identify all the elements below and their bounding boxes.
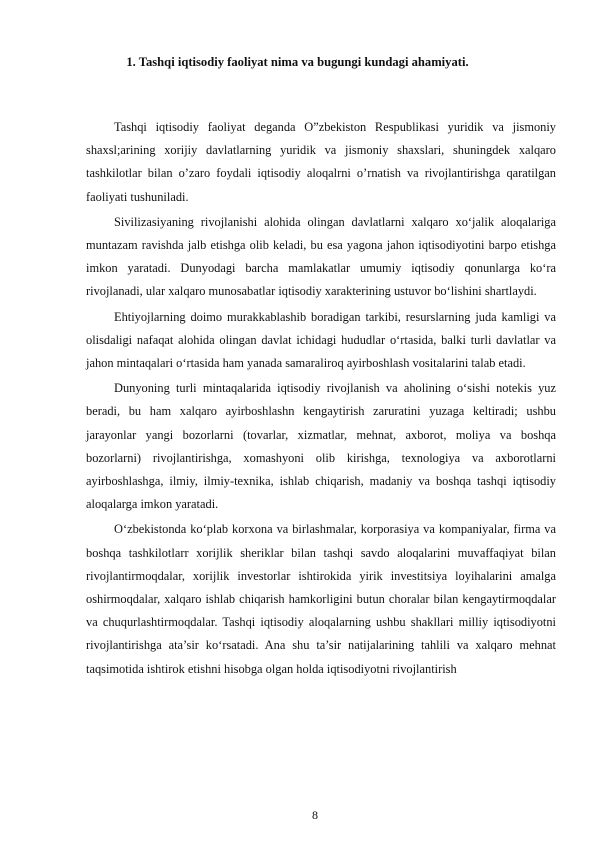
page-number: 8 — [312, 808, 318, 822]
paragraph: Ehtiyojlarning doimo murakkablashib boradigan tarkibi, resurslarning juda kamligi va olisdaligi nafaqat alohida olingan davlat ichidagi hududlar o‘rtasida, balki turli davlatlar va jahon mintaqalari o‘rtasida ham yanada samaraliroq ayirboshlash vositalarini talab etadi. — [86, 309, 556, 371]
paragraph: Dunyoning turli mintaqalarida iqtisodiy rivojlanish va aholining o‘sishi notekis yuz beradi, bu ham xalqaro ayirboshlashn kengaytirish zaruratini yuzaga keltiradi; ushbu jarayonlar yangi bozorlarni (tovarlar, xizmatlar, mehnat, axborot, moliya va boshqa bozorlarni) rivojlantirishga, xomashyoni olib kirishga, texnologiya va axborotlarni ayirboshlashga, ilmiy, ilmiy-texnika, ishlab chiqarish, madaniy va boshqa tashqi iqtisodiy aloqalarga imkon yaratadi. — [86, 381, 556, 512]
paragraph: Sivilizasiyaning rivojlanishi alohida olingan davlatlarni xalqaro xo‘jalik aloqalariga muntazam ravishda jalb etishga olib keladi, bu esa yagona jahon iqtisodiyotini barpo etishga imkon yaratadi. Dunyodagi barcha mamlakatlar umumiy iqtisodiy qonunlarga ko‘ra rivojlanadi, ular xalqaro munosabatlar iqtisodiy xarakterining ustuvor bo‘lishini shartlaydi. — [86, 214, 556, 299]
section-title: 1. Tashqi iqtisodiy faoliyat nima va bugungi kundagi ahamiyati. — [126, 55, 469, 69]
paragraph: O‘zbekistonda ko‘plab korxona va birlashmalar, korporasiya va kompaniyalar, firma va boshqa tashkilotlarr xorijlik sheriklar bilan tashqi savdo aloqalarini muvaffaqiyat bilan rivojlantirmoqdalar, xorijlik investorlar ishtirokida yirik investitsiya loyihalarini amalga oshirmoqdalar, xalqaro ishlab chiqarish hamkorligini butun choralar bilan kengaytirmoqdalar va chuqurlashtirmoqdalar. Tashqi iqtisodiy aloqalarning ushbu shakllari milliy iqtisodiyotni rivojlantirishga ata’sir ko‘rsatadi. Ana shu ta’sir natijalarining tahlili va xalqaro mehnat taqsimotida ishtirok etishni hisobga olgan holda iqtisodiyotni rivojlantirish — [86, 522, 556, 676]
body-text — [86, 116, 556, 683]
paragraph: Tashqi iqtisodiy faoliyat deganda O”zbekiston Respublikasi yuridik va jismoniy shaxsl;arining xorijiy davlatlarning yuridik va jismoniy shaxslari, shuningdek xalqaro tashkilotlar bilan o’zaro foydali iqtisodiy aloqalrni o’rnatish va rivojlantirishga qaratilgan faoliyati tushuniladi. — [86, 120, 556, 204]
